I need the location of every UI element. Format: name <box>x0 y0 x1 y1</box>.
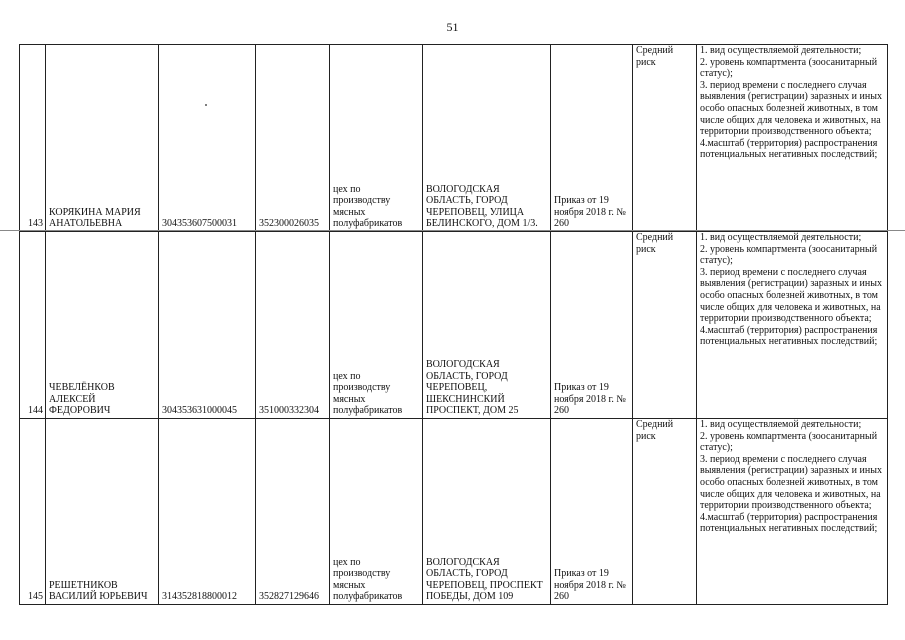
criterion: 1. вид осуществляемой деятельности; <box>700 419 862 430</box>
row-index: 144 <box>20 232 46 419</box>
inn-cell: 352300026035 <box>256 45 330 232</box>
page-number: 51 <box>446 20 459 34</box>
criterion: 2. уровень компартмента (зоосанитарный статус); <box>700 56 878 80</box>
row-index: 145 <box>20 419 46 605</box>
ogrnip-cell: 314352818800012 <box>159 419 256 605</box>
criterion: 4.масштаб (территория) распространения потенциальных негативных последствий; <box>700 511 878 535</box>
table-row <box>20 45 888 232</box>
activity-cell: цех по производству мясных полуфабрикатов <box>330 232 423 419</box>
criterion: 3. период времени с последнего случая выявления (регистрации) заразных и иных особо опасных болезней животных, в том числе общих для человека и животных, на территории производственного объекта; <box>700 453 882 512</box>
entity-name: КОРЯКИНА МАРИЯ АНАТОЛЬЕВНА <box>46 45 159 232</box>
criterion: 1. вид осуществляемой деятельности; <box>700 45 862 56</box>
entity-name: ЧЕВЕЛЁНКОВ АЛЕКСЕЙ ФЕДОРОВИЧ <box>46 232 159 419</box>
criterion: 2. уровень компартмента (зоосанитарный статус); <box>700 430 878 454</box>
address-cell: ВОЛОГОДСКАЯ ОБЛАСТЬ, ГОРОД ЧЕРЕПОВЕЦ, ПРОСПЕКТ ПОБЕДЫ, ДОМ 109 <box>423 419 551 605</box>
criterion: 3. период времени с последнего случая выявления (регистрации) заразных и иных особо опасных болезней животных, в том числе общих для человека и животных, на территории производственного объекта; <box>700 79 882 138</box>
table-row <box>20 419 888 605</box>
risk-cell: Средний риск <box>633 232 697 419</box>
address-cell: ВОЛОГОДСКАЯ ОБЛАСТЬ, ГОРОД ЧЕРЕПОВЕЦ, ШЕКСНИНСКИЙ ПРОСПЕКТ, ДОМ 25 <box>423 232 551 419</box>
risk-cell: Средний риск <box>633 45 697 232</box>
criterion: 1. вид осуществляемой деятельности; <box>700 232 862 243</box>
table-row <box>20 232 888 419</box>
criterion: 4.масштаб (территория) распространения потенциальных негативных последствий; <box>700 324 878 348</box>
address-cell: ВОЛОГОДСКАЯ ОБЛАСТЬ, ГОРОД ЧЕРЕПОВЕЦ, УЛИЦА БЕЛИНСКОГО, ДОМ 1/3. <box>423 45 551 232</box>
activity-cell: цех по производству мясных полуфабрикатов <box>330 45 423 232</box>
activity-cell: цех по производству мясных полуфабрикатов <box>330 419 423 605</box>
order-cell: Приказ от 19 ноября 2018 г. № 260 <box>551 232 633 419</box>
ogrnip-cell: 304353631000045 <box>159 232 256 419</box>
criterion: 4.масштаб (территория) распространения потенциальных негативных последствий; <box>700 137 878 161</box>
ogrnip-cell: 304353607500031 <box>159 45 256 232</box>
scan-speck <box>205 104 207 106</box>
order-cell: Приказ от 19 ноября 2018 г. № 260 <box>551 45 633 232</box>
row-index: 143 <box>20 45 46 232</box>
criterion: 3. период времени с последнего случая выявления (регистрации) заразных и иных особо опасных болезней животных, в том числе общих для человека и животных, на территории производственного объекта; <box>700 266 882 325</box>
registry-table <box>19 44 888 605</box>
order-cell: Приказ от 19 ноября 2018 г. № 260 <box>551 419 633 605</box>
criterion: 2. уровень компартмента (зоосанитарный статус); <box>700 243 878 267</box>
risk-cell: Средний риск <box>633 419 697 605</box>
inn-cell: 352827129646 <box>256 419 330 605</box>
entity-name: РЕШЕТНИКОВ ВАСИЛИЙ ЮРЬЕВИЧ <box>46 419 159 605</box>
criteria-cell <box>697 232 888 419</box>
scan-artifact-line <box>0 230 905 231</box>
criteria-cell <box>697 45 888 232</box>
inn-cell: 351000332304 <box>256 232 330 419</box>
criteria-cell <box>697 419 888 605</box>
